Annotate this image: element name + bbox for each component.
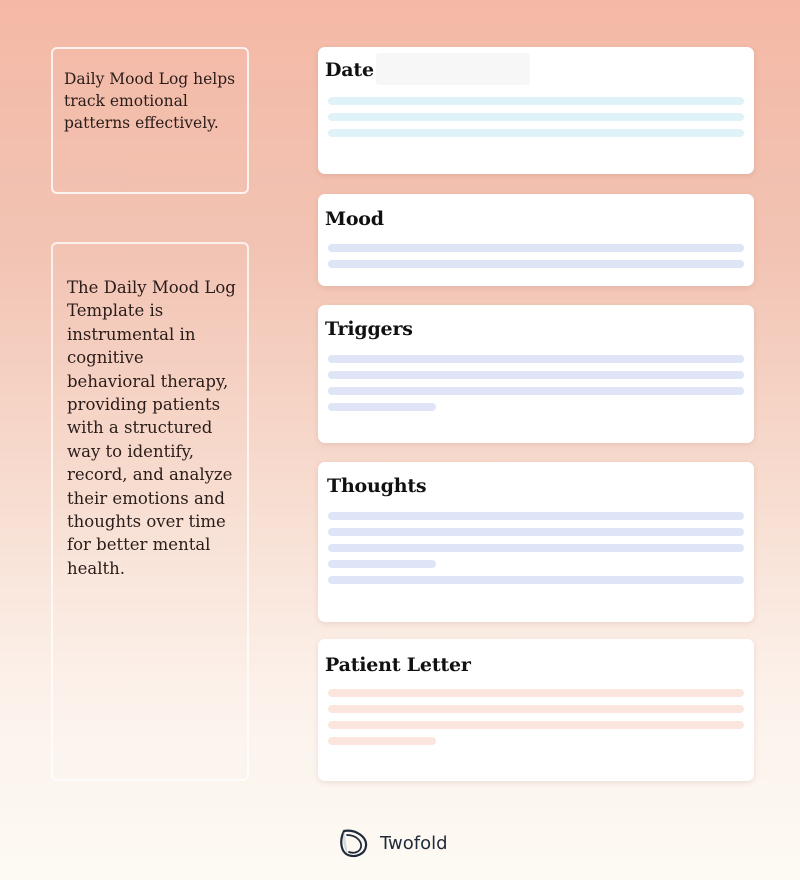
- date-field-placeholder: [376, 53, 530, 85]
- placeholder-line: [328, 113, 744, 121]
- placeholder-line: [328, 560, 436, 568]
- placeholder-line: [328, 260, 744, 268]
- placeholder-line: [328, 544, 744, 552]
- description-note-text: The Daily Mood Log Template is instrumental in cognitive behavioral therapy, providing patients with a structured way to identify, record, and analyze their emotions and thoughts over time for better mental health.: [67, 278, 236, 578]
- thoughts-card: [318, 462, 754, 622]
- triggers-card-title: Triggers: [325, 318, 413, 340]
- brand-name: Twofold: [380, 832, 448, 854]
- placeholder-line: [328, 737, 436, 745]
- placeholder-line: [328, 403, 436, 411]
- description-note: [51, 242, 249, 781]
- thoughts-card-title: Thoughts: [327, 475, 427, 497]
- patient-letter-card-title: Patient Letter: [325, 654, 471, 676]
- placeholder-line: [328, 244, 744, 252]
- footer-brand: [338, 826, 448, 860]
- date-card: [318, 47, 754, 174]
- placeholder-line: [328, 689, 744, 697]
- placeholder-line: [328, 355, 744, 363]
- placeholder-line: [328, 97, 744, 105]
- summary-note: [51, 47, 249, 194]
- twofold-logo-icon: [338, 827, 370, 859]
- placeholder-line: [328, 129, 744, 137]
- date-card-title: Date: [325, 59, 374, 81]
- triggers-card: [318, 305, 754, 443]
- placeholder-line: [328, 705, 744, 713]
- placeholder-line: [328, 512, 744, 520]
- placeholder-line: [328, 576, 744, 584]
- mood-card-title: Mood: [325, 208, 384, 230]
- placeholder-line: [328, 371, 744, 379]
- placeholder-line: [328, 528, 744, 536]
- placeholder-line: [328, 721, 744, 729]
- mood-card: [318, 194, 754, 286]
- placeholder-line: [328, 387, 744, 395]
- patient-letter-card: [318, 639, 754, 781]
- summary-note-text: Daily Mood Log helps track emotional patterns effectively.: [64, 70, 236, 132]
